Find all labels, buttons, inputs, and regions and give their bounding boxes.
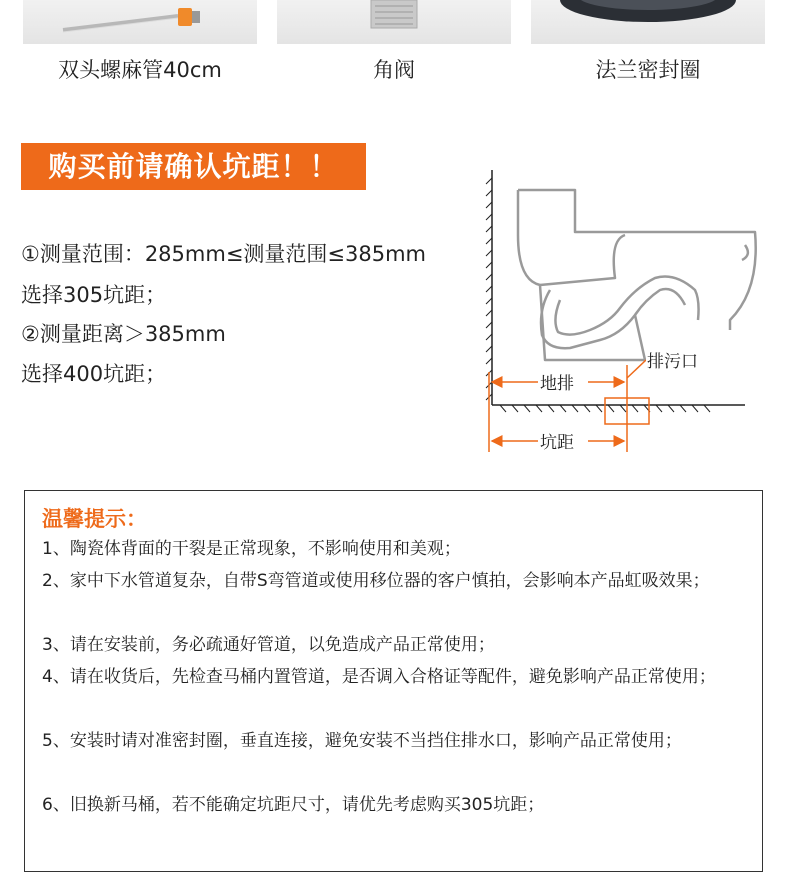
angle-valve-icon [277, 0, 511, 44]
product-name-seal: 法兰密封圈 [595, 58, 701, 82]
braided-hose-image [23, 0, 257, 44]
drain-outlet-label: 排污口 [647, 352, 698, 372]
tip-item-5: 5、安装时请对准密封圈，垂直连接，避免安装不当挡住排水口，影响产品正常使用； [42, 731, 682, 751]
floor-line [492, 405, 745, 412]
tip-item-3: 3、请在安装前，务必疏通好管道，以免造成产品正常使用； [42, 635, 495, 655]
flange-seal-ring-icon [531, 0, 765, 44]
product-name-valve: 角阀 [373, 58, 415, 82]
rule-range-line: ①测量范围：285mm≤测量范围≤385mm [21, 242, 427, 266]
rule-choose-305: 选择305坑距； [21, 283, 167, 307]
flange-seal-image [531, 0, 765, 44]
toilet-outline [518, 190, 756, 360]
tip-item-1: 1、陶瓷体背面的干裂是正常现象，不影响使用和美观； [42, 539, 461, 559]
toilet-rough-in-diagram [470, 160, 760, 460]
braided-hose-icon [23, 0, 257, 44]
wall-line [486, 170, 492, 405]
floor-drain-label: 地排 [540, 374, 574, 394]
tip-item-4: 4、请在收货后，先检查马桶内置管道，是否调入合格证等配件，避免影响产品正常使用； [42, 667, 716, 687]
product-name-hose: 双头螺麻管40cm [58, 58, 222, 82]
confirm-rough-in-banner: 购买前请确认坑距！！ [21, 143, 366, 190]
tips-title: 温馨提示： [42, 507, 147, 531]
rule-choose-400: 选择400坑距； [21, 362, 167, 386]
rule-over-385-line: ②测量距离＞385mm [21, 322, 226, 346]
angle-valve-image [277, 0, 511, 44]
tips-box [24, 490, 763, 872]
tip-item-6: 6、旧换新马桶，若不能确定坑距尺寸，请优先考虑购买305坑距； [42, 795, 545, 815]
rough-in-label: 坑距 [540, 433, 574, 453]
tip-item-2: 2、家中下水管道复杂，自带S弯管道或使用移位器的客户慎拍，会影响本产品虹吸效果； [42, 571, 710, 591]
